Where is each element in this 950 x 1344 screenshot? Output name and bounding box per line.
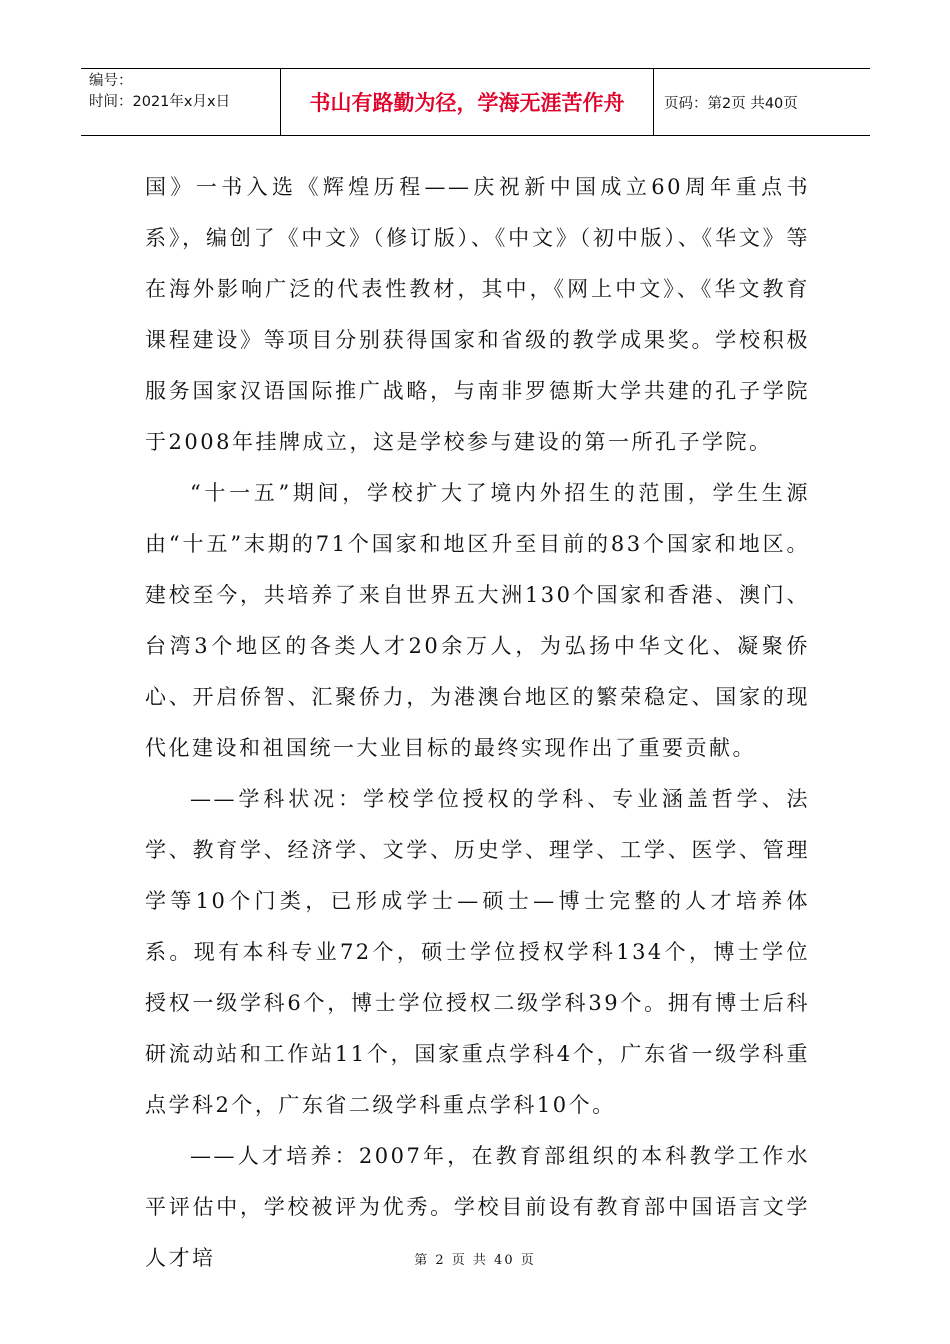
paragraph-1: 国》一书入选《辉煌历程——庆祝新中国成立60周年重点书系》，编创了《中文》（修订版）、《中文》（初中版）、《华文》等在海外影响广泛的代表性教材，其中，《网上中文》、《华文教育课程建设》等项目分别获得国家和省级的教学成果奖。学校积极服务国家汉语国际推广战略，与南非罗德斯大学共建的孔子学院于2008年挂牌成立，这是学校参与建设的第一所孔子学院。 (145, 175, 810, 454)
document-date: 时间：2021年x月x日 (89, 94, 231, 110)
paragraph-3: ——学科状况：学校学位授权的学科、专业涵盖哲学、法学、教育学、经济学、文学、历史学、理学、工学、医学、管理学等10个门类，已形成学士—硕士—博士完整的人才培养体系。现有本科专业72个，硕士学位授权学科134个，博士学位授权一级学科6个，博士学位授权二级学科39个。拥有博士后科研流动站和工作站11个，国家重点学科4个，广东省一级学科重点学科2个，广东省二级学科重点学科10个。 (145, 787, 810, 1117)
paragraph-2: “十一五”期间，学校扩大了境内外招生的范围，学生生源由“十五”末期的71个国家和地区升至目前的83个国家和地区。建校至今，共培养了来自世界五大洲130个国家和香港、澳门、台湾3个地区的各类人才20余万人，为弘扬中华文化、凝聚侨心、开启侨智、汇聚侨力，为港澳台地区的繁荣稳定、国家的现代化建设和祖国统一大业目标的最终实现作出了重要贡献。 (145, 481, 810, 760)
header-meta (81, 69, 281, 135)
document-body (145, 162, 810, 1284)
header-motto: 书山有路勤为径，学海无涯苦作舟 (281, 69, 654, 135)
header-page-number: 页码：第2页 共40页 (664, 95, 798, 112)
page-footer: 第 2 页 共 40 页 (414, 1253, 536, 1268)
paragraph-4: ——人才培养：2007年，在教育部组织的本科教学工作水平评估中，学校被评为优秀。学校目前设有教育部中国语言文学人才培 (145, 1144, 810, 1270)
document-number: 编号： (89, 73, 133, 89)
page-header (81, 68, 870, 136)
